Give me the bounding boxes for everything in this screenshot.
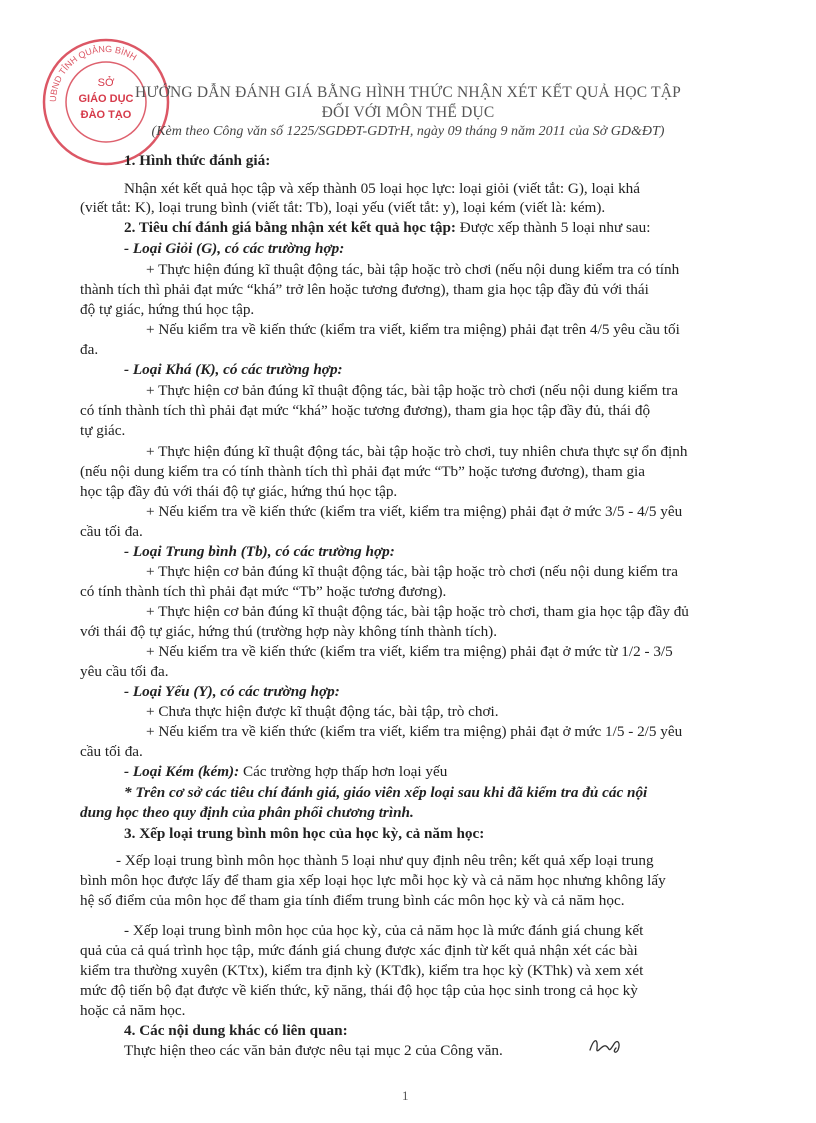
document-subtitle: (Kèm theo Công văn số 1225/SGDĐT-GDTrH, ngày 09 tháng 9 năm 2011 của Sở GD&ĐT) (151, 124, 665, 139)
kha-text-a2: có tính thành tích thì phải đạt mức “khá” hoặc tương đương), tham gia học tập đầy đủ, thái độ (80, 402, 651, 419)
stamp-line-3: ĐÀO TẠO (80, 109, 132, 121)
tb-text-c2: yêu cầu tối đa. (80, 663, 169, 680)
kha-text-c1: + Nếu kiểm tra về kiến thức (kiểm tra viết, kiểm tra miệng) phải đạt ở mức 3/5 - 4/5 yêu (146, 503, 683, 520)
section-1-text-line-1: Nhận xét kết quả học tập và xếp thành 05 loại học lực: loại giỏi (viết tắt: G), loại khá (124, 180, 641, 197)
section-3-heading: 3. Xếp loại trung bình môn học của học kỳ, cả năm học: (124, 825, 485, 842)
kha-text-b3: học tập đầy đủ với thái độ tự giác, hứng thú học tập. (80, 483, 398, 500)
section-3-p1-line-1: - Xếp loại trung bình môn học thành 5 loại như quy định nêu trên; kết quả xếp loại trung (116, 852, 654, 869)
yeu-text-b1: + Nếu kiểm tra về kiến thức (kiểm tra viết, kiểm tra miệng) phải đạt ở mức 1/5 - 2/5 yêu (146, 723, 683, 740)
note-line-1: * Trên cơ sở các tiêu chí đánh giá, giáo viên xếp loại sau khi đã kiểm tra đủ các nội (124, 784, 648, 801)
signature-mark (586, 1032, 626, 1060)
tb-text-b2: với thái độ tự giác, hứng thú (trường hợp này không tính thành tích). (80, 623, 498, 640)
stamp-line-2: GIÁO DỤC (78, 93, 134, 105)
section-2-heading-rest: Được xếp thành 5 loại như sau: (455, 219, 651, 236)
gioi-text-a3: độ tự giác, hứng thú học tập. (80, 301, 255, 318)
yeu-text-a1: + Chưa thực hiện được kĩ thuật động tác, bài tập, trò chơi. (146, 703, 499, 720)
gioi-title: - Loại Giỏi (G), có các trường hợp: (124, 240, 345, 257)
kem-text: Các trường hợp thấp hơn loại yếu (239, 763, 448, 780)
kem-line (124, 763, 447, 781)
section-4-text: Thực hiện theo các văn bản được nêu tại mục 2 của Công văn. (124, 1042, 503, 1059)
tb-title: - Loại Trung bình (Tb), có các trường hợp: (124, 543, 395, 560)
section-1-heading: 1. Hình thức đánh giá: (124, 152, 271, 169)
tb-text-a1: + Thực hiện cơ bản đúng kĩ thuật động tác, bài tập hoặc trò chơi (nếu nội dung kiểm tra (146, 563, 678, 580)
note-line-2: dung học theo quy định của phân phối chương trình. (80, 804, 414, 821)
tb-text-b1: + Thực hiện cơ bản đúng kĩ thuật động tác, bài tập hoặc trò chơi, tham gia học tập đầy đủ (146, 603, 689, 620)
kha-text-b1: + Thực hiện đúng kĩ thuật động tác, bài tập hoặc trò chơi, tuy nhiên chưa thực sự ổn định (146, 443, 688, 460)
section-4-heading: 4. Các nội dung khác có liên quan: (124, 1022, 348, 1039)
stamp-line-1: SỞ (97, 77, 115, 89)
kha-text-a3: tự giác. (80, 422, 126, 439)
section-3-p2-line-5: hoặc cả năm học. (80, 1002, 186, 1019)
section-2-heading: 2. Tiêu chí đánh giá bằng nhận xét kết quả học tập: (124, 219, 456, 236)
stamp-ring-text: UBND TỈNH QUẢNG BÌNH (47, 43, 139, 103)
document-title-line-2: ĐỐI VỚI MÔN THỂ DỤC (321, 104, 495, 121)
gioi-text-b1: + Nếu kiểm tra về kiến thức (kiểm tra viết, kiểm tra miệng) phải đạt trên 4/5 yêu cầu tối (146, 321, 680, 338)
kha-title: - Loại Khá (K), có các trường hợp: (124, 361, 343, 378)
yeu-title: - Loại Yếu (Y), có các trường hợp: (124, 683, 340, 700)
section-1-text-line-2: (viết tắt: K), loại trung bình (viết tắt: Tb), loại yếu (viết tắt: y), loại kém (viết là: kém). (80, 199, 606, 216)
kha-text-b2: (nếu nội dung kiểm tra có tính thành tích thì phải đạt mức “Tb” hoặc tương đương), tham gia (80, 463, 646, 480)
document-title-line-1: HƯỚNG DẪN ĐÁNH GIÁ BẰNG HÌNH THỨC NHẬN XÉT KẾT QUẢ HỌC TẬP (135, 84, 681, 101)
kha-text-a1: + Thực hiện cơ bản đúng kĩ thuật động tác, bài tập hoặc trò chơi (nếu nội dung kiểm tra (146, 382, 678, 399)
tb-text-c1: + Nếu kiểm tra về kiến thức (kiểm tra viết, kiểm tra miệng) phải đạt ở mức từ 1/2 - 3/5 (146, 643, 673, 660)
yeu-text-b2: cầu tối đa. (80, 743, 143, 760)
section-3-p2-line-3: kiểm tra thường xuyên (KTtx), kiểm tra định kỳ (KTđk), kiểm tra học kỳ (KThk) và xem xét (80, 962, 644, 979)
gioi-text-a1: + Thực hiện đúng kĩ thuật động tác, bài tập hoặc trò chơi (nếu nội dung kiểm tra có tính (146, 261, 680, 278)
gioi-text-a2: thành tích thì phải đạt mức “khá” trở lên hoặc tương đương), tham gia học tập đầy đủ với thái (80, 281, 649, 298)
section-3-p1-line-3: hệ số điểm của môn học để tham gia tính điểm trung bình các môn học kỳ và cả năm học. (80, 892, 625, 909)
kha-text-c2: cầu tối đa. (80, 523, 143, 540)
gioi-text-b2: đa. (80, 341, 99, 358)
page-number: 1 (402, 1088, 409, 1103)
section-2-heading-line (124, 219, 650, 237)
section-3-p1-line-2: bình môn học được lấy để tham gia xếp loại học lực mỗi học kỳ và cả năm học nhưng không lấy (80, 872, 666, 889)
section-3-p2-line-4: mức độ tiến bộ đạt được về kiến thức, kỹ năng, thái độ học tập của học sinh trong cả học kỳ (80, 982, 638, 999)
kem-title: - Loại Kém (kém): (124, 763, 240, 780)
section-3-p2-line-1: - Xếp loại trung bình môn học của học kỳ, của cả năm học là mức đánh giá chung kết (124, 922, 644, 939)
section-3-p2-line-2: quả của cả quá trình học tập, mức đánh giá chung được xác định từ kết quả nhận xét các bài (80, 942, 638, 959)
official-stamp (40, 36, 172, 168)
tb-text-a2: có tính thành tích thì phải đạt mức “Tb” hoặc tương đương). (80, 583, 447, 600)
